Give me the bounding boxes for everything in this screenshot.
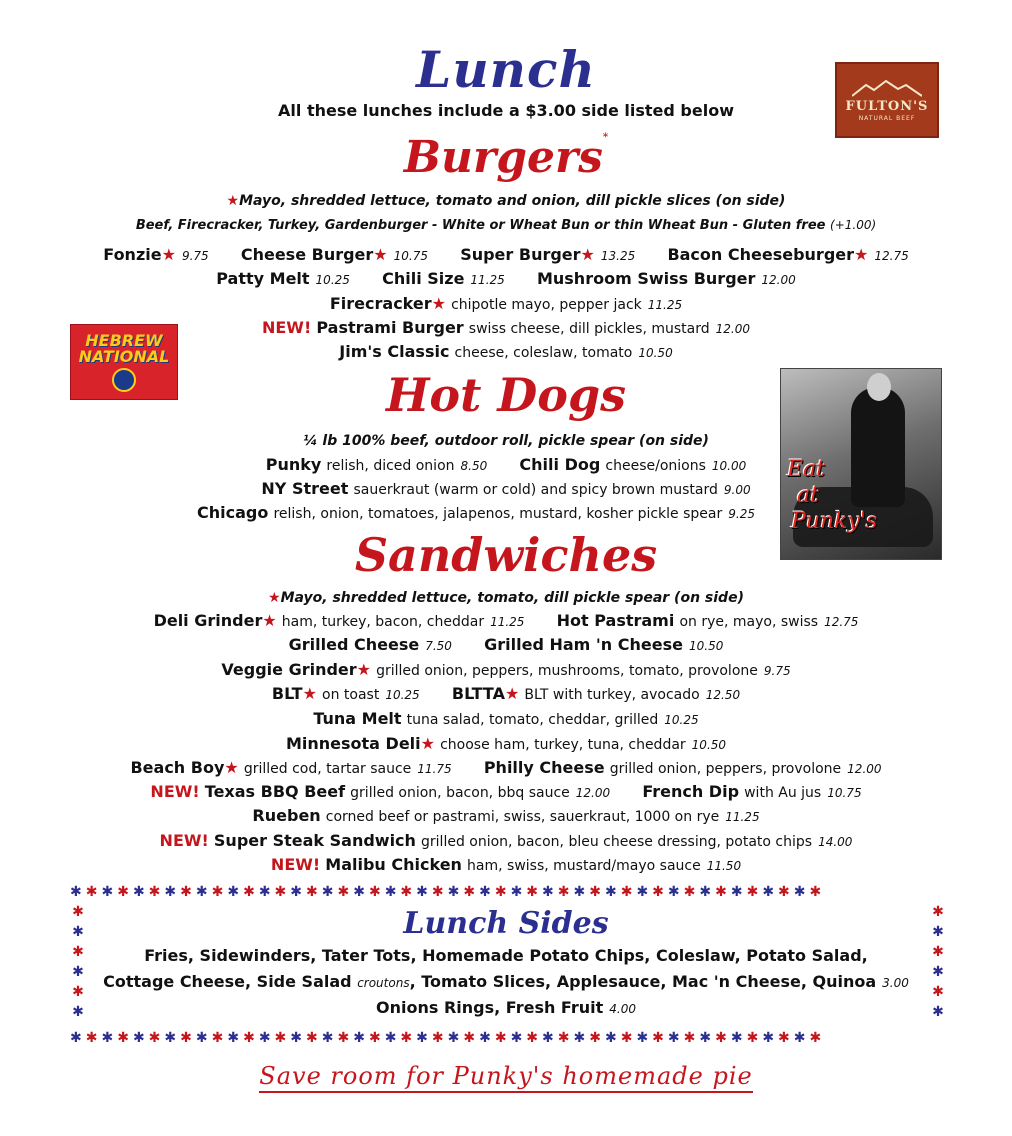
item-desc: grilled cod, tartar sauce — [243, 761, 412, 777]
star-border-icon: ✱ — [683, 1030, 700, 1046]
star-border-icon: ✱ — [730, 884, 747, 900]
item-price: 12.50 — [705, 688, 741, 702]
burgers-title — [0, 132, 1012, 183]
item-name: Grilled Ham 'n Cheese — [484, 635, 683, 654]
item-name: Cheese Burger — [240, 245, 374, 264]
star-border-icon: ✱ — [368, 884, 385, 900]
star-border-icon: ✱ — [72, 1004, 84, 1020]
item-desc: BLT with turkey, avocado — [524, 687, 700, 703]
sandwiches-row-5 — [0, 709, 1012, 730]
photo-caption-line-2: at — [797, 483, 819, 508]
burgers-row-3 — [0, 294, 1012, 315]
sandwiches-row-1 — [0, 611, 1012, 632]
star-border-icon: ✱ — [699, 884, 716, 900]
star-border-icon: ✱ — [72, 964, 84, 980]
lunch-sides-title: Lunch Sides — [403, 906, 609, 941]
item-name: Bacon Cheeseburger — [667, 245, 855, 264]
star-border-icon: ✱ — [463, 1030, 480, 1046]
lunch-title: Lunch — [416, 40, 596, 99]
star-border-icon: ✱ — [148, 1030, 165, 1046]
star-border-icon: ✱ — [400, 884, 417, 900]
item-name: Firecracker — [329, 294, 432, 313]
photo-caption-line-1: Eat — [787, 457, 826, 482]
star-border-icon: ✱ — [211, 1030, 228, 1046]
item-desc: swiss cheese, dill pickles, mustard — [468, 321, 710, 337]
item-desc: ham, swiss, mustard/mayo sauce — [467, 858, 701, 874]
star-border-icon: ✱ — [762, 1030, 779, 1046]
sandwiches-row-7 — [0, 758, 1012, 779]
star-border-bottom — [70, 1030, 946, 1046]
star-icon: ★ — [356, 660, 371, 679]
hotdogs-title: Hot Dogs — [385, 368, 627, 422]
item-desc: relish, diced onion — [326, 458, 455, 474]
item-name: Chili Dog — [519, 455, 601, 474]
footer-pie-message — [0, 1062, 1012, 1090]
item-desc: on toast — [322, 687, 380, 703]
hebrew-national-line-1: HEBREW — [85, 330, 163, 350]
item-name: Fonzie — [103, 245, 162, 264]
item-price: 11.75 — [417, 762, 452, 776]
lunch-sides-line-2 — [0, 972, 1012, 993]
star-border-icon: ✱ — [148, 884, 165, 900]
star-border-icon: ✱ — [932, 904, 944, 920]
sandwiches-row-9 — [0, 806, 1012, 827]
star-border-icon: ✱ — [243, 1030, 259, 1046]
item-name: Super Steak Sandwich — [213, 831, 416, 850]
star-border-icon: ✱ — [494, 1030, 511, 1046]
lunch-sides-croutons: croutons — [357, 976, 410, 990]
item-desc: sauerkraut (warm or cold) and spicy brown mustard — [353, 482, 718, 498]
fultons-logo — [835, 62, 939, 138]
star-border-icon: ✱ — [274, 884, 291, 900]
item-name: Super Burger — [460, 245, 581, 264]
footer-text: Save room for Punky's homemade pie — [259, 1062, 752, 1093]
star-border-icon: ✱ — [620, 1030, 637, 1046]
star-border-icon: ✱ — [195, 1030, 212, 1046]
star-border-icon: ✱ — [70, 884, 86, 900]
star-border-icon: ✱ — [667, 1030, 684, 1046]
star-border-icon: ✱ — [85, 1030, 102, 1046]
star-icon: ★ — [262, 611, 277, 630]
item-price: 10.75 — [827, 786, 862, 800]
burgers-note-1-text: Mayo, shredded lettuce, tomato and onion, dill pickle slices (on side) — [239, 193, 786, 209]
star-border-icon: ✱ — [932, 964, 944, 980]
star-border-icon: ✱ — [932, 944, 944, 960]
star-border-icon: ✱ — [715, 884, 731, 900]
star-border-icon: ✱ — [715, 1030, 731, 1046]
star-border-icon: ✱ — [604, 884, 621, 900]
star-border-icon: ✱ — [321, 1030, 338, 1046]
item-price: 10.25 — [385, 688, 420, 702]
star-icon: ★ — [226, 193, 240, 209]
item-desc: cheese/onions — [605, 458, 706, 474]
photo-caption-line-3: Punky's — [791, 509, 878, 534]
star-border-icon: ✱ — [557, 1030, 574, 1046]
item-name: Mushroom Swiss Burger — [536, 269, 756, 288]
star-border-icon: ✱ — [620, 884, 637, 900]
burgers-title-text: Burgers — [403, 132, 603, 183]
star-border-icon: ✱ — [72, 984, 84, 1000]
star-border-icon: ✱ — [636, 1030, 653, 1046]
star-border-icon: ✱ — [589, 1030, 605, 1046]
star-border-icon: ✱ — [416, 884, 432, 900]
item-price: 9.75 — [181, 249, 209, 263]
new-badge: NEW! — [159, 831, 209, 850]
item-price: 11.25 — [490, 615, 525, 629]
item-name: Chili Size — [382, 269, 465, 288]
lunch-sides-line-1: Fries, Sidewinders, Tater Tots, Homemade Potato Chips, Coleslaw, Potato Salad, — [144, 946, 868, 965]
item-desc: chipotle mayo, pepper jack — [451, 297, 642, 313]
sandwiches-title: Sandwiches — [354, 528, 658, 582]
star-icon: ★ — [854, 245, 869, 264]
sandwiches-row-11 — [0, 855, 1012, 876]
star-border-icon: ✱ — [463, 884, 480, 900]
star-border-icon: ✱ — [699, 1030, 716, 1046]
star-border-icon: ✱ — [542, 884, 558, 900]
star-border-icon: ✱ — [762, 884, 779, 900]
burgers-note-2-text: Beef, Firecracker, Turkey, Gardenburger - White or Wheat Bun or thin Wheat Bun - Gluten free — [135, 218, 826, 233]
star-border-icon: ✱ — [337, 1030, 354, 1046]
item-name: Grilled Cheese — [288, 635, 420, 654]
burgers-note-2-extra: (+1.00) — [830, 218, 877, 232]
star-border-icon: ✱ — [258, 1030, 275, 1046]
burgers-row-1 — [0, 245, 1012, 266]
item-name: Rueben — [252, 806, 321, 825]
star-icon: ★ — [431, 294, 446, 313]
star-border-icon: ✱ — [70, 1030, 86, 1046]
star-border-icon: ✱ — [932, 924, 944, 940]
star-border-icon: ✱ — [321, 884, 338, 900]
item-price: 12.00 — [575, 786, 611, 800]
burgers-row-2 — [0, 269, 1012, 290]
star-border-icon: ✱ — [494, 884, 511, 900]
star-border-icon: ✱ — [542, 1030, 558, 1046]
item-desc: choose ham, turkey, tuna, cheddar — [440, 737, 686, 753]
star-border-icon: ✱ — [164, 1030, 181, 1046]
item-desc: on rye, mayo, swiss — [679, 614, 819, 630]
item-desc: grilled onion, peppers, mushrooms, tomato, provolone — [376, 663, 758, 679]
star-icon: ★ — [420, 734, 435, 753]
hebrew-national-line-2: NATIONAL — [78, 346, 170, 366]
star-border-icon: ✱ — [683, 884, 700, 900]
star-border-icon: ✱ — [746, 884, 763, 900]
star-border-icon: ✱ — [180, 884, 196, 900]
star-border-icon: ✱ — [274, 1030, 291, 1046]
star-border-icon: ✱ — [290, 1030, 307, 1046]
star-border-icon: ✱ — [72, 904, 84, 920]
item-price: 10.25 — [315, 273, 350, 287]
star-icon: ★ — [224, 758, 239, 777]
star-border-icon: ✱ — [180, 1030, 196, 1046]
star-border-icon: ✱ — [573, 884, 590, 900]
item-name: French Dip — [642, 782, 740, 801]
item-desc: with Au jus — [744, 785, 822, 801]
burgers-note-2 — [0, 215, 1012, 236]
star-icon: ★ — [268, 590, 281, 606]
item-price: 8.50 — [460, 459, 488, 473]
star-border-icon: ✱ — [368, 1030, 385, 1046]
star-border-icon: ✱ — [778, 1030, 794, 1046]
sandwiches-row-2 — [0, 635, 1012, 656]
star-border-icon: ✱ — [526, 1030, 543, 1046]
item-desc: cheese, coleslaw, tomato — [454, 345, 633, 361]
star-border-icon: ✱ — [589, 884, 605, 900]
item-name: Beach Boy — [130, 758, 225, 777]
star-border-icon: ✱ — [132, 884, 149, 900]
photo-caption — [787, 457, 937, 535]
star-border-icon: ✱ — [353, 1030, 369, 1046]
star-border-icon: ✱ — [479, 1030, 495, 1046]
star-border-icon: ✱ — [227, 1030, 244, 1046]
star-icon: ★ — [504, 684, 520, 703]
burgers-title-mark: * — [602, 132, 609, 143]
item-name: Minnesota Deli — [285, 734, 421, 753]
star-border-icon: ✱ — [384, 1030, 401, 1046]
person-head-image — [867, 373, 891, 401]
item-price: 12.75 — [874, 249, 909, 263]
star-border-icon: ✱ — [793, 884, 810, 900]
new-badge: NEW! — [261, 318, 312, 337]
item-desc: grilled onion, bacon, bleu cheese dressing, potato chips — [421, 834, 813, 850]
lunch-sides-price-2: 4.00 — [609, 1002, 636, 1016]
item-name: Hot Pastrami — [556, 611, 675, 630]
new-badge: NEW! — [150, 782, 200, 801]
star-border-icon: ✱ — [652, 884, 668, 900]
star-border-icon: ✱ — [72, 924, 84, 940]
item-price: 10.50 — [688, 639, 724, 653]
item-name: NY Street — [261, 479, 349, 498]
star-border-icon: ✱ — [431, 884, 448, 900]
item-price: 12.00 — [761, 273, 796, 287]
item-price: 10.25 — [664, 713, 699, 727]
sandwiches-row-10 — [0, 831, 1012, 852]
item-desc: ham, turkey, bacon, cheddar — [281, 614, 485, 630]
star-border-icon: ✱ — [809, 884, 826, 900]
item-name: BLT — [271, 684, 303, 703]
item-price: 10.75 — [393, 249, 428, 263]
star-border-icon: ✱ — [526, 884, 543, 900]
star-border-icon: ✱ — [353, 884, 369, 900]
item-price: 11.50 — [706, 859, 742, 873]
star-border-icon: ✱ — [667, 884, 684, 900]
star-icon: ★ — [580, 245, 595, 264]
hotdogs-note: ¼ lb 100% beef, outdoor roll, pickle spear (on side) — [303, 433, 709, 449]
mountain-icon — [852, 79, 922, 97]
item-price: 11.25 — [647, 298, 683, 312]
star-border-icon: ✱ — [195, 884, 212, 900]
star-border-icon: ✱ — [416, 1030, 432, 1046]
star-border-icon: ✱ — [809, 1030, 826, 1046]
item-price: 7.50 — [425, 639, 452, 653]
burgers-note-1 — [0, 191, 1012, 211]
star-border-top — [70, 884, 946, 900]
item-price: 12.00 — [847, 762, 882, 776]
star-border-icon: ✱ — [101, 1030, 118, 1046]
star-border-icon: ✱ — [730, 1030, 747, 1046]
star-border-icon: ✱ — [306, 884, 322, 900]
star-icon: ★ — [302, 684, 317, 703]
star-border-icon: ✱ — [479, 884, 495, 900]
item-name: Punky — [265, 455, 322, 474]
item-price: 12.00 — [715, 322, 750, 336]
star-border-icon: ✱ — [932, 984, 944, 1000]
star-border-icon: ✱ — [258, 884, 275, 900]
new-badge: NEW! — [270, 855, 321, 874]
item-price: 12.75 — [824, 615, 859, 629]
sandwiches-note-text: Mayo, shredded lettuce, tomato, dill pickle spear (on side) — [280, 590, 744, 606]
item-desc: grilled onion, peppers, provolone — [609, 761, 842, 777]
item-desc: grilled onion, bacon, bbq sauce — [350, 785, 570, 801]
fultons-logo-name: FULTON'S — [845, 98, 929, 114]
star-border-icon: ✱ — [337, 884, 354, 900]
item-price: 11.25 — [470, 273, 505, 287]
item-price: 9.25 — [728, 507, 755, 521]
item-price: 11.25 — [725, 810, 760, 824]
star-border-icon: ✱ — [431, 1030, 448, 1046]
lunch-sides-price-1: 3.00 — [882, 976, 909, 990]
lunch-subtitle: All these lunches include a $3.00 side listed below — [278, 101, 734, 120]
item-name: Tuna Melt — [313, 709, 402, 728]
lunch-sides-line-3-text: Onions Rings, Fresh Fruit — [376, 998, 604, 1017]
star-border-icon: ✱ — [746, 1030, 763, 1046]
item-price: 13.25 — [600, 249, 636, 263]
star-border-icon: ✱ — [793, 1030, 810, 1046]
star-border-icon: ✱ — [117, 884, 133, 900]
item-name: Patty Melt — [216, 269, 310, 288]
star-border-icon: ✱ — [227, 884, 244, 900]
item-desc: corned beef or pastrami, swiss, sauerkraut, 1000 on rye — [325, 809, 720, 825]
sandwiches-note — [0, 588, 1012, 608]
star-border-icon: ✱ — [290, 884, 307, 900]
lunch-sides-line-2c: , Tomato Slices, Applesauce, Mac 'n Cheese, Quinoa — [409, 972, 877, 991]
item-name: Veggie Grinder — [221, 660, 357, 679]
star-icon: ★ — [161, 245, 176, 264]
star-border-icon: ✱ — [447, 1030, 464, 1046]
star-border-icon: ✱ — [510, 884, 527, 900]
sandwiches-row-3 — [0, 660, 1012, 681]
star-border-icon: ✱ — [101, 884, 118, 900]
star-border-icon: ✱ — [85, 884, 102, 900]
item-name: Pastrami Burger — [316, 318, 464, 337]
item-name: Philly Cheese — [483, 758, 605, 777]
star-border-icon: ✱ — [573, 1030, 590, 1046]
star-border-icon: ✱ — [117, 1030, 133, 1046]
item-price: 9.00 — [723, 483, 751, 497]
sandwiches-row-6 — [0, 734, 1012, 755]
star-icon: ★ — [373, 245, 388, 264]
item-desc: tuna salad, tomato, cheddar, grilled — [406, 712, 659, 728]
star-border-icon: ✱ — [557, 884, 574, 900]
item-price: 10.50 — [638, 346, 673, 360]
item-name: Deli Grinder — [153, 611, 263, 630]
star-border-icon: ✱ — [510, 1030, 527, 1046]
star-border-icon: ✱ — [211, 884, 228, 900]
star-border-icon: ✱ — [636, 884, 653, 900]
star-border-icon: ✱ — [652, 1030, 668, 1046]
item-name: Chicago — [197, 503, 269, 522]
item-name: BLTTA — [451, 684, 505, 703]
item-price: 10.00 — [711, 459, 747, 473]
item-price: 9.75 — [763, 664, 791, 678]
star-border-icon: ✱ — [778, 884, 794, 900]
star-border-icon: ✱ — [384, 884, 401, 900]
item-name: Texas BBQ Beef — [204, 782, 346, 801]
star-border-icon: ✱ — [604, 1030, 621, 1046]
lunch-sides-line-3 — [0, 998, 1012, 1019]
item-price: 14.00 — [818, 835, 853, 849]
fultons-logo-tag: NATURAL BEEF — [858, 114, 916, 122]
lunch-sides-line-2a: Cottage Cheese, Side Salad — [103, 972, 352, 991]
star-border-icon: ✱ — [72, 944, 84, 960]
star-border-icon: ✱ — [243, 884, 259, 900]
item-desc: relish, onion, tomatoes, jalapenos, mustard, kosher pickle spear — [273, 506, 723, 522]
sandwiches-row-4 — [0, 684, 1012, 705]
item-price: 10.50 — [691, 738, 727, 752]
star-border-icon: ✱ — [306, 1030, 322, 1046]
star-border-icon: ✱ — [400, 1030, 417, 1046]
star-border-icon: ✱ — [447, 884, 464, 900]
sandwiches-row-8 — [0, 782, 1012, 803]
item-name: Malibu Chicken — [325, 855, 462, 874]
star-border-icon: ✱ — [164, 884, 181, 900]
star-border-icon: ✱ — [132, 1030, 149, 1046]
star-border-icon: ✱ — [932, 1004, 944, 1020]
item-name: Jim's Classic — [339, 342, 450, 361]
